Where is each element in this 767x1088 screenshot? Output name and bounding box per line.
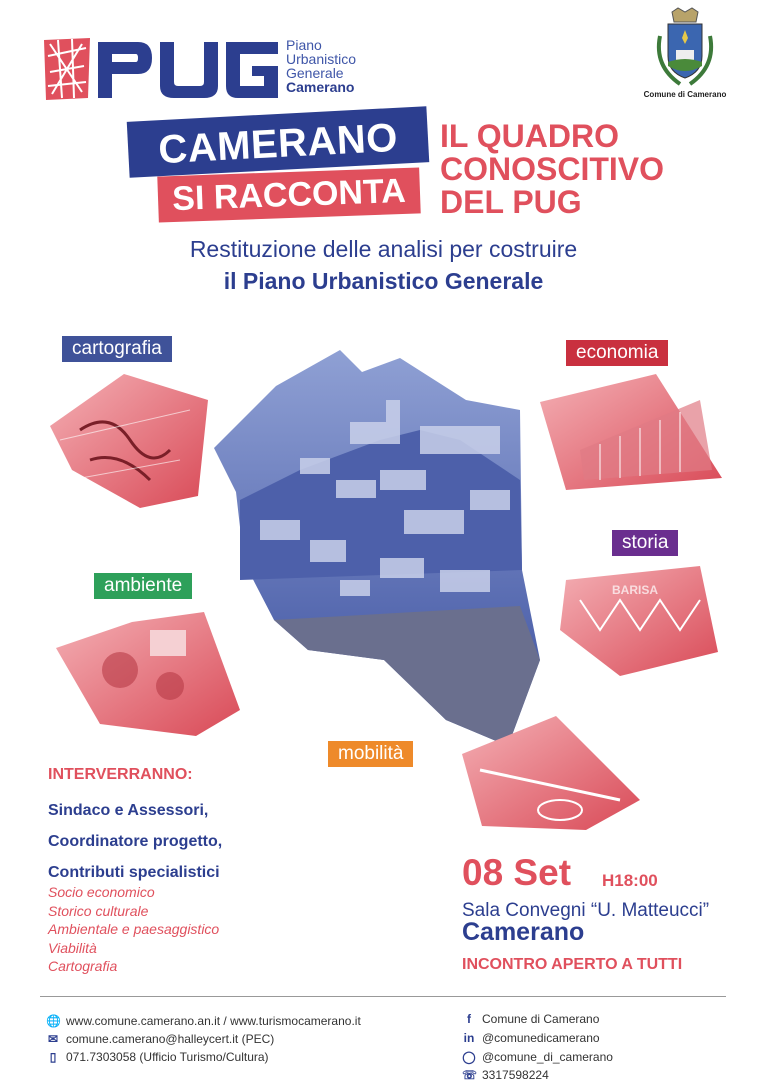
pug-subtitle-line: Generale (286, 65, 344, 81)
facebook-icon: f (467, 1012, 471, 1026)
event-note: INCONTRO APERTO A TUTTI (462, 956, 683, 973)
topic-item: Viabilità (48, 940, 97, 956)
event-date: 08 Set (462, 852, 572, 893)
map-tile-icon (44, 38, 90, 100)
banner-si-racconta (157, 167, 420, 222)
pug-subtitle-line: Urbanistico (286, 51, 357, 67)
whatsapp-icon: ☏ (462, 1068, 478, 1082)
instagram-icon: ◯ (462, 1050, 476, 1064)
mail-icon: ✉ (47, 1032, 59, 1046)
footer-email-text: comune.camerano@halleycert.it (PEC) (66, 1032, 275, 1046)
footer-facebook[interactable] (462, 1012, 599, 1026)
history-photo (560, 566, 718, 676)
phone-icon: ▯ (49, 1050, 57, 1064)
environment-photo (56, 612, 240, 736)
tag-economia: economia (566, 340, 668, 366)
banner-line2: SI RACCONTA (171, 171, 407, 219)
footer-whatsapp-text: 3317598224 (482, 1068, 549, 1082)
speaker-item: Contributi specialistici (48, 864, 220, 881)
globe-icon: 🌐 (46, 1014, 61, 1028)
tag-mobilita: mobilità (328, 741, 413, 767)
quadro-line: CONOSCITIVO (440, 151, 665, 187)
speakers-heading: INTERVERRANNO: (48, 766, 193, 783)
subtitle-line2: il Piano Urbanistico Generale (223, 268, 544, 294)
footer-instagram[interactable] (462, 1050, 613, 1064)
tag-cartografia: cartografia (62, 336, 172, 362)
topic-item: Ambientale e paesaggistico (48, 921, 220, 937)
footer-linkedin-text: @comunedicamerano (482, 1031, 600, 1045)
quadro-title (440, 120, 664, 219)
footer-phone-text: 071.7303058 (Ufficio Turismo/Cultura) (66, 1050, 269, 1064)
event-city: Camerano (462, 918, 585, 946)
coat-of-arms-icon (650, 6, 720, 94)
footer-facebook-text: Comune di Camerano (482, 1012, 600, 1026)
topic-item: Cartografia (48, 958, 118, 974)
map-photo (50, 374, 208, 508)
linkedin-icon: in (463, 1031, 475, 1045)
footer-divider (40, 996, 726, 997)
history-photo-sign: BARISA (612, 583, 659, 597)
tag-storia: storia (612, 530, 678, 556)
pug-subtitle (286, 38, 356, 94)
topic-item: Storico culturale (48, 903, 149, 919)
footer-linkedin[interactable] (462, 1031, 600, 1045)
pug-subtitle-line: Piano (286, 37, 322, 53)
quadro-line: IL QUADRO (440, 118, 619, 154)
coat-caption: Comune di Camerano (643, 90, 727, 99)
speaker-item: Coordinatore progetto, (48, 833, 223, 850)
footer-phone[interactable] (46, 1050, 269, 1064)
footer-whatsapp[interactable] (462, 1068, 549, 1082)
subtitle-line1: Restituzione delle analisi per costruire (189, 236, 578, 262)
tag-ambiente: ambiente (94, 573, 192, 599)
footer-web-text: www.comune.camerano.an.it / www.turismocamerano.it (66, 1014, 361, 1028)
pug-town: Camerano (286, 79, 355, 95)
town-photo (214, 350, 540, 746)
footer-instagram-text: @comune_di_camerano (482, 1050, 613, 1064)
banner-camerano (127, 106, 430, 178)
footer-web[interactable] (46, 1014, 361, 1028)
event-time: H18:00 (602, 871, 658, 890)
footer-email[interactable] (46, 1032, 274, 1046)
quadro-line: DEL PUG (440, 184, 582, 220)
event-venue: Sala Convegni “U. Matteucci” (462, 900, 710, 921)
speaker-item: Sindaco e Assessori, (48, 802, 209, 819)
topic-item: Socio economico (48, 884, 155, 900)
economy-photo (540, 374, 722, 490)
banner-line1: CAMERANO (157, 115, 399, 173)
